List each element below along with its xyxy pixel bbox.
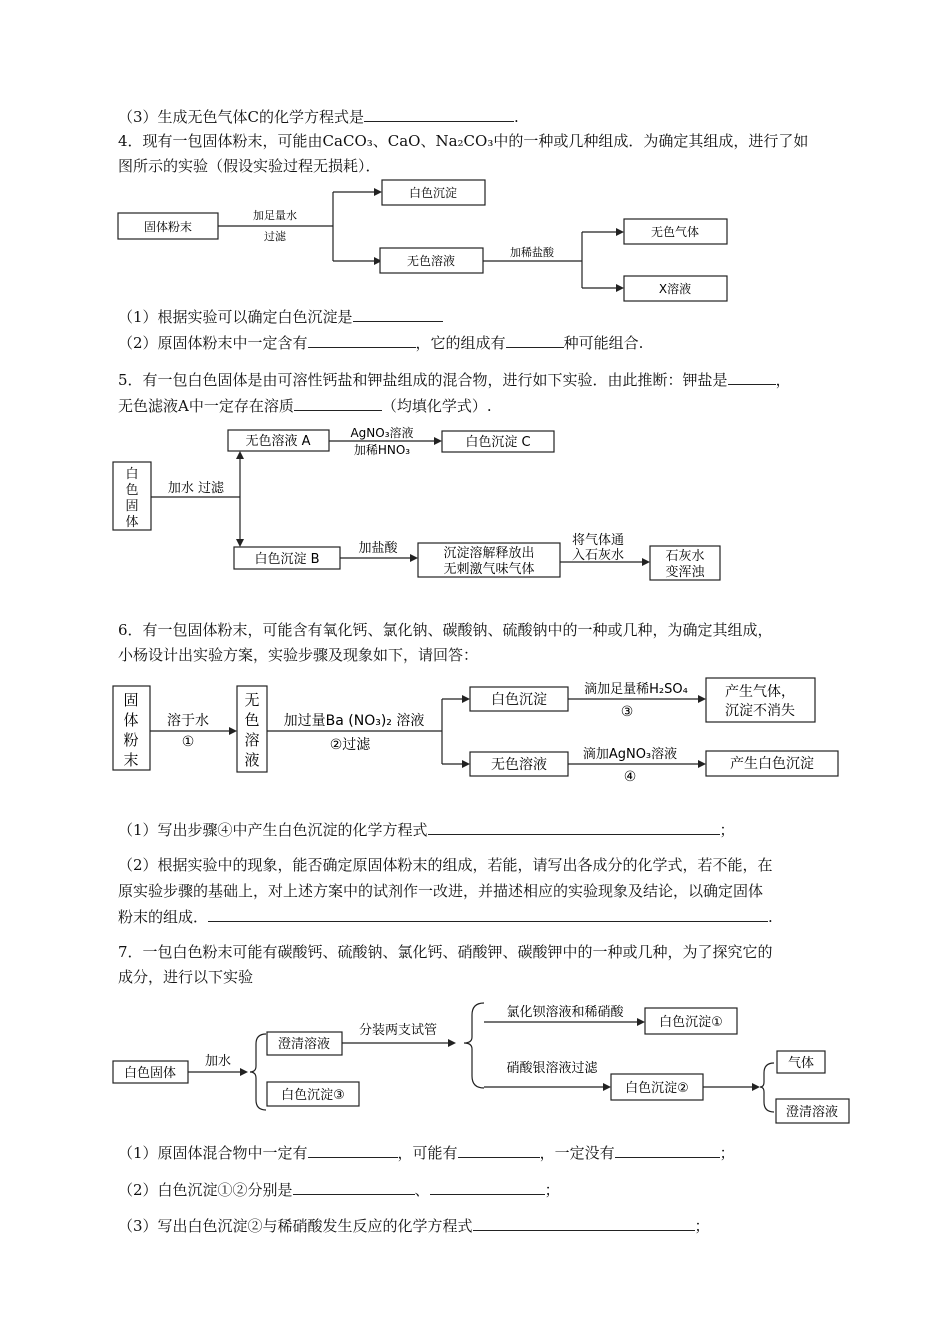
q6-label-add-h2so4: 滴加足量稀H₂SO₄ (584, 682, 688, 697)
q5-white-solid-char-3: 固 (125, 499, 139, 514)
q7-sub2-text-b: 、 (414, 1181, 430, 1199)
q7-sub3-end: ； (694, 1217, 710, 1235)
q6-label-step3: ③ (620, 704, 634, 720)
q4-sub2-text-c: 种可能组合. (563, 334, 644, 352)
q7-sub2-blank-2[interactable] (430, 1179, 545, 1195)
q7-intro-1: 7．一包白色粉末可能有碳酸钙、硫酸钠、氯化钙、硝酸钾、碳酸钾中的一种或几种，为了探究它的 (118, 943, 773, 961)
q6-diagram (113, 678, 838, 785)
q6-sub2-3-text: 粉末的组成． (118, 908, 209, 926)
q5-diagram (113, 425, 720, 580)
q5-label-add-hcl: 加盐酸 (358, 541, 398, 556)
q5-intro-2-end: （均填化学式）. (381, 397, 492, 415)
q6-sub1-text: （1）写出步骤④中产生白色沉淀的化学方程式 (118, 821, 428, 839)
q6-solid-powder-char-4: 末 (123, 751, 139, 769)
q4-label-step2: 加稀盐酸 (510, 246, 554, 259)
q5-white-solid-char-2: 色 (125, 483, 139, 498)
q6-colorless-solution-char-4: 液 (244, 751, 260, 769)
q6-solid-powder-char-2: 体 (123, 711, 139, 729)
q7-sub2-blank-1[interactable] (293, 1179, 415, 1195)
q4-label-colorless-solution: 无色溶液 (406, 254, 456, 268)
q5-label-limewater-2: 变浑浊 (665, 565, 705, 580)
q7-label-precipitate3: 白色沉淀③ (281, 1088, 345, 1103)
q6-label-result3-1: 产生气体， (725, 684, 795, 700)
q4-diagram (118, 180, 727, 301)
q7-label-split: 分装两支试管 (358, 1023, 438, 1038)
q7-sub3 (118, 1215, 710, 1236)
q5-label-add-water-filter: 加水 过滤 (167, 481, 225, 496)
q6-solid-powder-char-3: 粉 (123, 731, 139, 749)
q7-intro-2: 成分，进行以下实验 (118, 968, 254, 986)
q7-sub2-end: ； (544, 1181, 560, 1199)
q7-sub1-text-b: ，可能有 (397, 1144, 458, 1162)
q4-label-step1-top: 加足量水 (253, 209, 297, 222)
q5-intro-2 (118, 395, 492, 416)
q5-white-solid-char-4: 体 (125, 515, 139, 530)
q7-sub2 (118, 1179, 560, 1200)
q6-label-dissolve: 溶于水 (167, 713, 209, 729)
q6-colorless-solution-char-1: 无 (244, 691, 260, 709)
q6-solid-powder-char-1: 固 (123, 691, 139, 709)
q4-intro-2: 图所示的实验（假设实验过程无损耗）． (118, 157, 381, 175)
q5-label-pass-gas-2: 入石灰水 (571, 548, 625, 563)
q7-label-white-solid: 白色固体 (123, 1066, 177, 1081)
q7-sub1-text-c: ，一定没有 (539, 1144, 615, 1162)
q6-sub1-end: ； (719, 821, 735, 839)
q6-sub2-blank[interactable] (208, 906, 768, 922)
q7-label-agno3: 硝酸银溶液过滤 (506, 1061, 598, 1076)
q6-label-step4: ④ (623, 769, 637, 785)
q7-sub1 (118, 1142, 735, 1163)
q6-colorless-solution-char-2: 色 (244, 711, 260, 729)
q7-label-clear-solution: 澄清溶液 (277, 1037, 331, 1052)
q6-label-result3-2: 沉淀不消失 (725, 703, 795, 719)
q6-label-result4: 产生白色沉淀 (730, 756, 814, 772)
q7-sub1-blank-1[interactable] (308, 1142, 398, 1158)
q4-label-step1-bottom: 过滤 (264, 230, 286, 243)
q4-label-white-precipitate: 白色沉淀 (408, 186, 458, 200)
q5-intro-2-text: 无色滤液A中一定存在溶质 (118, 397, 294, 415)
q7-label-gas: 气体 (787, 1056, 815, 1071)
q7-sub1-end: ； (719, 1144, 735, 1162)
q5-label-reagent-bottom: 加稀HNO₃ (353, 443, 411, 457)
q6-label-step2: ②过滤 (329, 737, 371, 753)
q6-sub1-blank[interactable] (428, 819, 720, 835)
q7-sub1-blank-2[interactable] (458, 1142, 540, 1158)
q5-label-precipitate-b: 白色沉淀 B (254, 552, 320, 567)
q6-sub2-1: （2）根据实验中的现象，能否确定原固体粉末的组成，若能，请写出各成分的化学式，若不能，在 (118, 856, 773, 874)
q6-sub2-2: 原实验步骤的基础上，对上述方案中的试剂作一改进，并描述相应的实验现象及结论，以确定固体 (118, 882, 764, 900)
q3-end: . (514, 108, 519, 126)
q5-intro-1 (118, 369, 791, 390)
q6-label-add-ba: 加过量Ba (NO₃)₂ 溶液 (283, 713, 425, 729)
q7-label-bacl2: 氯化钡溶液和稀硝酸 (506, 1005, 624, 1020)
q6-sub1 (118, 819, 735, 840)
q4-intro-1: 4．现有一包固体粉末，可能由CaCO₃、CaO、Na₂CO₃中的一种或几种组成．为确定其组成，进行了如 (118, 132, 809, 150)
q6-label-white-precipitate: 白色沉淀 (491, 692, 547, 708)
q4-label-solid-powder: 固体粉末 (143, 220, 193, 234)
q6-sub2-3 (118, 906, 773, 927)
q6-label-step1: ① (181, 734, 195, 750)
q4-sub2 (118, 332, 643, 353)
q6-colorless-solution-char-3: 溶 (244, 731, 260, 749)
q5-label-dissolve-2: 无刺激气味气体 (443, 562, 535, 577)
q7-label-add-water: 加水 (204, 1054, 232, 1069)
q5-label-dissolve-1: 沉淀溶解释放出 (443, 546, 535, 561)
q5-intro-1-end: ， (775, 371, 791, 389)
q4-sub1-blank[interactable] (353, 306, 443, 322)
q4-label-colorless-gas: 无色气体 (650, 225, 700, 239)
q7-sub2-text-a: （2）白色沉淀①②分别是 (118, 1181, 293, 1199)
q4-sub2-text-a: （2）原固体粉末中一定含有 (118, 334, 308, 352)
q4-sub1-text: （1）根据实验可以确定白色沉淀是 (118, 308, 353, 326)
q6-intro-1: 6．有一包固体粉末，可能含有氧化钙、氯化钠、碳酸钠、硫酸钠中的一种或几种，为确定其组成， (118, 621, 773, 639)
q4-sub2-blank-2[interactable] (506, 332, 564, 348)
q7-sub3-text: （3）写出白色沉淀②与稀硝酸发生反应的化学方程式 (118, 1217, 473, 1235)
q5-intro-1-text: 5．有一包白色固体是由可溶性钙盐和钾盐组成的混合物，进行如下实验．由此推断：钾盐是 (118, 371, 728, 389)
q5-white-solid-char-1: 白 (125, 467, 139, 482)
q7-label-clear-solution-2: 澄清溶液 (785, 1105, 839, 1120)
q6-label-add-agno3: 滴加AgNO₃溶液 (582, 747, 678, 762)
q7-diagram (113, 1003, 849, 1123)
q5-label-precipitate-c: 白色沉淀 C (465, 435, 531, 450)
q4-sub2-blank-1[interactable] (308, 332, 416, 348)
q7-sub1-text-a: （1）原固体混合物中一定有 (118, 1144, 308, 1162)
q5-solute-blank[interactable] (294, 395, 382, 411)
q7-label-precipitate2: 白色沉淀② (625, 1081, 689, 1096)
q5-potassium-salt-blank[interactable] (728, 369, 776, 385)
q6-sub2-end: . (768, 908, 773, 926)
q5-label-reagent-top: AgNO₃溶液 (350, 426, 414, 440)
q6-label-colorless-solution-2: 无色溶液 (491, 757, 547, 773)
q5-label-pass-gas-1: 将气体通 (571, 533, 625, 548)
q7-sub3-blank[interactable] (473, 1215, 695, 1231)
q5-label-limewater-1: 石灰水 (665, 549, 705, 564)
q3-text: （3）生成无色气体C的化学方程式是 (118, 108, 365, 126)
q4-sub1 (118, 306, 443, 327)
q4-sub2-text-b: ，它的组成有 (415, 334, 506, 352)
q7-sub1-blank-3[interactable] (615, 1142, 720, 1158)
q7-label-precipitate1: 白色沉淀① (659, 1015, 723, 1030)
q6-intro-2: 小杨设计出实验方案，实验步骤及现象如下，请回答： (118, 646, 479, 664)
q5-label-solution-a: 无色溶液 A (245, 434, 311, 449)
q4-label-x-solution: X溶液 (658, 282, 692, 296)
